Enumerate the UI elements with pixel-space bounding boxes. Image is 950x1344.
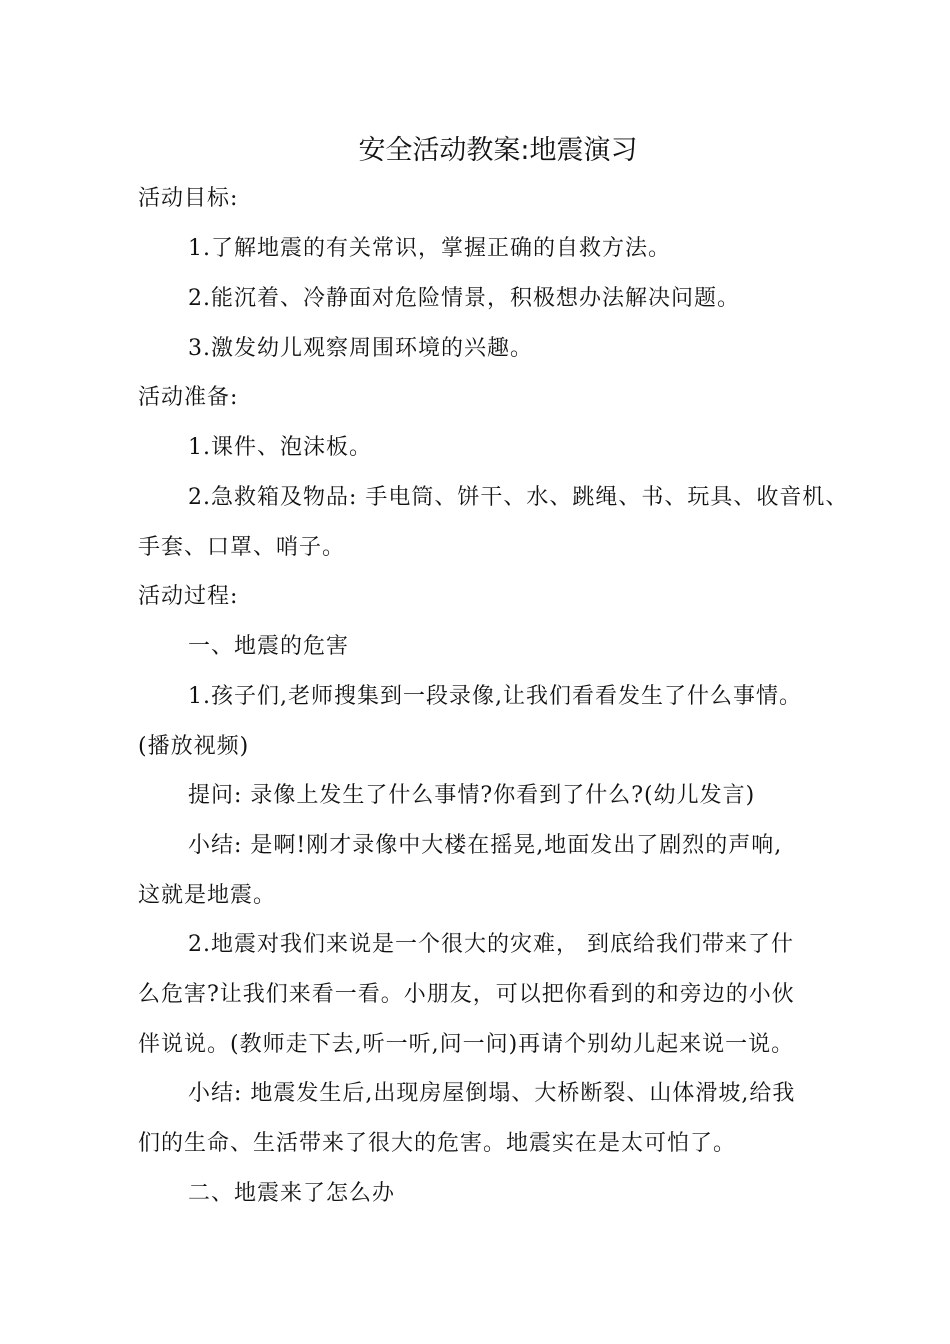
paragraph-line: 小结: 是啊!刚才录像中大楼在摇晃,地面发出了剧烈的声响, (188, 833, 783, 858)
paragraph-line: 手套、口罩、哨子。 (138, 535, 346, 560)
section-heading-process: 活动过程: (138, 584, 239, 609)
document-title: 安全活动教案:地震演习 (358, 135, 638, 166)
paragraph-line: 2.能沉着、冷静面对危险情景，积极想办法解决问题。 (188, 286, 740, 311)
section-heading-preparation: 活动准备: (138, 385, 239, 410)
paragraph-line: 么危害?让我们来看一看。小朋友，可以把你看到的和旁边的小伙 (138, 982, 795, 1007)
paragraph-line: 3.激发幼儿观察周围环境的兴趣。 (188, 336, 533, 361)
paragraph-line: 1.孩子们,老师搜集到一段录像,让我们看看发生了什么事情。 (188, 684, 802, 709)
paragraph-line: 1.课件、泡沫板。 (188, 435, 372, 460)
paragraph-line: (播放视频) (138, 734, 250, 759)
paragraph-line: 这就是地震。 (138, 883, 277, 908)
paragraph-line: 提问: 录像上发生了什么事情?你看到了什么?(幼儿发言) (188, 783, 756, 808)
paragraph-line: 2.地震对我们来说是一个很大的灾难， 到底给我们带来了什 (188, 932, 794, 957)
paragraph-line: 们的生命、生活带来了很大的危害。地震实在是太可怕了。 (138, 1131, 737, 1156)
subsection-heading: 一、地震的危害 (188, 634, 350, 659)
paragraph-line: 1.了解地震的有关常识，掌握正确的自救方法。 (188, 236, 671, 261)
paragraph-line: 伴说说。(教师走下去,听一听,问一问)再请个别幼儿起来说一说。 (138, 1032, 795, 1057)
section-heading-goals: 活动目标: (138, 186, 239, 211)
paragraph-line: 2.急救箱及物品: 手电筒、饼干、水、跳绳、书、玩具、收音机、 (188, 485, 849, 510)
paragraph-line: 小结: 地震发生后,出现房屋倒塌、大桥断裂、山体滑坡,给我 (188, 1081, 796, 1106)
subsection-heading: 二、地震来了怎么办 (188, 1181, 396, 1206)
